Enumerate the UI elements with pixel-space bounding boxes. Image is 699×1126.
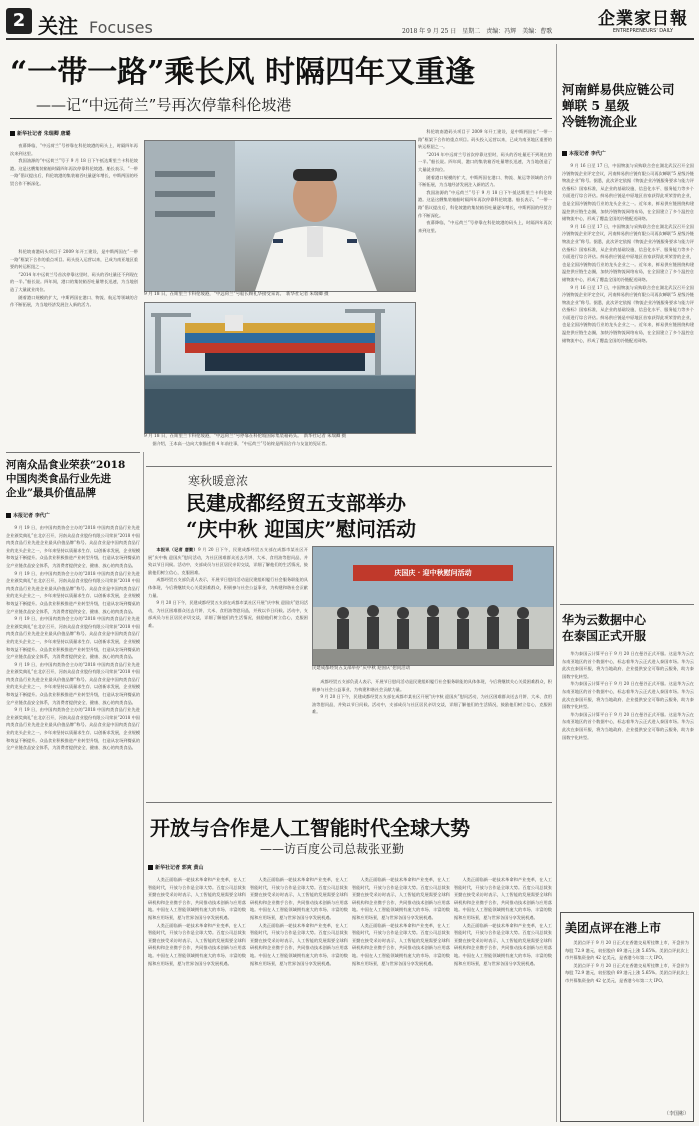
left-column-divider (143, 452, 144, 1122)
bottom-col-4: 人类正面临新一轮技术革命和产业变革，在人工智能时代，开放与合作是全球大势。百度公司总裁张亚勤在接受采访时表示，人工智能的发展需要全球科研机构和企业携手合作，共同推动技术创新与应用落地。中国在人工智能领域拥有庞大的市场、丰富的数据和应用场景，愿与世界各国分享发展机遇。 人类正面临新一轮技术革命和产业变革，在人工智能时代，开放与合作是全球大势。百度公司总裁张亚勤在接受采访时表示，人工智能的发展需要全球科研机构和企业携手合作，共同推动技术创新与应用落地。中国在人工智能领域拥有庞大的市场、丰富的数据和应用场景，愿与世界各国分享发展机遇。 (454, 877, 552, 966)
middle-kicker: 寒秋暖意浓 (188, 474, 249, 488)
middle-title: 民建成都经贸五支部举办 “庆中秋 迎国庆”慰问活动 (186, 491, 416, 541)
paper-logo (590, 4, 696, 34)
left-mid-title: 河南众品食业荣获“2018 中国肉类食品行业先进 企业”最具价值品牌 (6, 459, 126, 499)
bottom-top-rule (146, 802, 552, 803)
right-mid-title: 华为云数据中心 在泰国正式开服 (562, 613, 647, 643)
event-illustration (313, 547, 553, 665)
right-bottom-box (560, 912, 694, 1122)
right-top-title: 河南鲜易供应链公司 蝉联 5 星级 冷链物流企业 (562, 82, 675, 129)
masthead (0, 0, 699, 40)
lead-byline: 新华社记者 朱瑞卿 唐璐 (10, 130, 70, 137)
captain-photo (144, 140, 416, 292)
ship-photo (144, 302, 416, 434)
right-mid-rule (560, 604, 694, 605)
bottom-subtitle: ——访百度公司总裁张亚勤 (260, 842, 405, 856)
section-name: 关注 Focuses (38, 14, 153, 38)
photo2-caption: 9 月 18 日，在斯里兰卡科伦坡港，“中远荷兰”号停靠在科伦坡国际集装箱码头。 新华社记者 朱瑞卿 摄 (144, 434, 347, 439)
lead-rule (10, 118, 552, 119)
masthead-rule (6, 38, 694, 40)
right-mid-body: 华为泰国云计算平台于 9 月 20 日在曼谷正式开服。这是华为云在东南亚地区的首个数据中心，标志着华为云正式进入泰国市场。华为云此次在泰国开服，将为当地政府、企业提供安全可靠的云服务，助力泰国数字化转型。 华为泰国云计算平台于 9 月 20 日在曼谷正式开服。这是华为云在东南亚地区的首个数据中心，标志着华为云正式进入泰国市场。华为云此次在泰国开服，将为当地政府、企业提供安全可靠的云服务，助力泰国数字化转型。 华为泰国云计算平台于 9 月 20 日在曼谷正式开服。这是华为云在东南亚地区的首个数据中心，标志着华为云正式进入泰国市场。华为云此次在泰国开服，将为当地政府、企业提供安全可靠的云服务，助力泰国数字化转型。 (562, 651, 694, 740)
right-bottom-body: 美团点评于 9 月 20 日正式在香港交易所挂牌上市，开盘价为每股 72.9 港元，较招股价 69 港元上涨 5.65%。美团点评此次上市共募集资金约 42 亿美元，是香港今年第二大 IPO。 美团点评于 9 月 20 日正式在香港交易所挂牌上市，开盘价为每股 72.9 港元，较招股价 69 港元上涨 5.65%。美团点评此次上市共募集资金约 42 亿美元，是香港今年第二大 IPO。 (565, 940, 689, 983)
lead-col-1b: 科伦坡南港码头项目于 2009 年开工建设，是中斯两国在“一带一路”框架下合作的重点项目。码头投入运营以来，已成为南亚地区重要的转运枢纽之一。 “2014 年中远荷兰号首次停靠这里时，码头的吞吐量还不到现在的一半。”船长说。四年间，港口的集装箱吞吐量增长迅速，为当地创造了大量就业岗位。 随着港口规模的扩大，中斯两国在港口、物流、航运等领域的合作不断拓展，为当地经济发展注入新的活力。 (10, 249, 138, 308)
photo1-caption: 9 月 18 日，在斯里兰卡科伦坡港，“中远荷兰”号船长顾礼华接受采访。 新华社记者 朱瑞卿 摄 (144, 292, 329, 297)
captain-illustration (145, 141, 415, 291)
paper-name: 企業家日報 (598, 9, 688, 29)
left-mid-byline: 本报记者 李代广 (6, 512, 50, 519)
bottom-byline: 新华社记者 郭爽 黄山 (148, 864, 203, 871)
bottom-col-2: 人类正面临新一轮技术革命和产业变革，在人工智能时代，开放与合作是全球大势。百度公司总裁张亚勤在接受采访时表示，人工智能的发展需要全球科研机构和企业携手合作，共同推动技术创新与应用落地。中国在人工智能领域拥有庞大的市场、丰富的数据和应用场景，愿与世界各国分享发展机遇。 人类正面临新一轮技术革命和产业变革，在人工智能时代，开放与合作是全球大势。百度公司总裁张亚勤在接受采访时表示，人工智能的发展需要全球科研机构和企业携手合作，共同推动技术创新与应用落地。中国在人工智能领域拥有庞大的市场、丰富的数据和应用场景，愿与世界各国分享发展机遇。 (250, 877, 348, 966)
right-top-byline: 本报记者 李代广 (562, 150, 606, 157)
bottom-col-1: 人类正面临新一轮技术革命和产业变革，在人工智能时代，开放与合作是全球大势。百度公司总裁张亚勤在接受采访时表示，人工智能的发展需要全球科研机构和企业携手合作，共同推动技术创新与应用落地。中国在人工智能领域拥有庞大的市场、丰富的数据和应用场景，愿与世界各国分享发展机遇。 人类正面临新一轮技术革命和产业变革，在人工智能时代，开放与合作是全球大势。百度公司总裁张亚勤在接受采访时表示，人工智能的发展需要全球科研机构和企业携手合作，共同推动技术创新与应用落地。中国在人工智能领域拥有庞大的市场、丰富的数据和应用场景，愿与世界各国分享发展机遇。 (148, 877, 246, 966)
page-number: 2 (12, 10, 26, 31)
lead-bottom-text: 据介绍，王本高一边向大家描述着 4 年前往事，“中远荷兰”号始终是两国合作与友谊的见证者。 (152, 441, 330, 446)
right-top-body: 9 月 16 日至 17 日，中国物流与采购联合会在湖北武汉召开全国冷链物流企业评定会议，河南鲜易供应链有限公司再次蝉联“5 星级冷链物流企业”称号。据悉，此次评定依据《物流企业冷链服务要求与能力评估指标》国家标准，从企业的基础设施、信息化水平、服务能力等多个方面进行综合评估。鲜易供应链是中原地区首家获得此项荣誉的企业，也是全国冷链物流行业的龙头企业之一。近年来，鲜易供应链围绕构建温控供应链生态圈，加快冷链物流网络布局，在全国建立了多个温控仓储物流中心，形成了覆盖全国的冷链配送网络。 9 月 16 日至 17 日，中国物流与采购联合会在湖北武汉召开全国冷链物流企业评定会议，河南鲜易供应链有限公司再次蝉联“5 星级冷链物流企业”称号。据悉，此次评定依据《物流企业冷链服务要求与能力评估指标》国家标准，从企业的基础设施、信息化水平、服务能力等多个方面进行综合评估。鲜易供应链是中原地区首家获得此项荣誉的企业，也是全国冷链物流行业的龙头企业之一。近年来，鲜易供应链围绕构建温控供应链生态圈，加快冷链物流网络布局，在全国建立了多个温控仓储物流中心，形成了覆盖全国的冷链配送网络。 9 月 16 日至 17 日，中国物流与采购联合会在湖北武汉召开全国冷链物流企业评定会议，河南鲜易供应链有限公司再次蝉联“5 星级冷链物流企业”称号。据悉，此次评定依据《物流企业冷链服务要求与能力评估指标》国家标准，从企业的基础设施、信息化水平、服务能力等多个方面进行综合评估。鲜易供应链是中原地区首家获得此项荣誉的企业，也是全国冷链物流行业的龙头企业之一。近年来，鲜易供应链围绕构建温控供应链生态圈，加快冷链物流网络布局，在全国建立了多个温控仓储物流中心，形成了覆盖全国的冷链配送网络。 (562, 163, 694, 343)
left-mid-rule (6, 452, 140, 453)
paper-en: ENTREPRENEURS' DAILY (612, 28, 674, 34)
event-photo-caption: 民建成都经贸五支部举办“庆中秋 迎国庆”慰问活动 (312, 666, 411, 671)
lead-subtitle: ——记“中远荷兰”号再次停靠科伦坡港 (36, 96, 292, 114)
middle-body-left: 本报讯（记者 唐勤）9 月 20 日下午，民建成都经贸五支部在成都市某社区开展“庆中秋 迎国庆”慰问活动，为社区困难群众送去月饼、大米、食用油等慰问品，并致以节日问候。活动中，支部成员与社区居民亲切交谈，详细了解他们的生活情况，鼓励他们树立信心，克服困难。 成都经贸五支部负责人表示，开展节日慰问活动是民建组织履行社会服务职能的具体体现，今后将继续关心关爱困难群众，积极参与社会公益事业，为构建和谐社会贡献力量。 9 月 20 日下午，民建成都经贸五支部在成都市某社区开展“庆中秋 迎国庆”慰问活动，为社区困难群众送去月饼、大米、食用油等慰问品，并致以节日问候。活动中，支部成员与社区居民亲切交谈，详细了解他们的生活情况，鼓励他们树立信心，克服困难。 (148, 547, 308, 628)
lead-col-3: 科伦坡南港码头项目于 2009 年开工建设，是中斯两国在“一带一路”框架下合作的重点项目。码头投入运营以来，已成为南亚地区重要的转运枢纽之一。 “2014 年中远荷兰号首次停靠这里时，码头的吞吐量还不到现在的一半。”船长说。四年间，港口的集装箱吞吐量增长迅速，为当地创造了大量就业岗位。 随着港口规模的扩大，中斯两国在港口、物流、航运等领域的合作不断拓展，为当地经济发展注入新的活力。 我国油源的“中远荷兰”号于 9 月 18 日下午抵达斯里兰卡科伦坡港。这是这艘集装箱船时隔四年再次停靠科伦坡港。船长表示，“一带一路”倡议提出后，科伦坡港的集装箱吞吐量逐年增长，中斯两国的经贸合作不断深化。 夜幕降临，“中远荷兰”号停靠在科伦坡港的码头上，时隔四年再次来到这里。 (418, 129, 552, 233)
event-banner-text: 庆国庆 · 迎中秋慰问活动 (394, 568, 472, 577)
right-bottom-title: 美团点评在港上市 (565, 921, 662, 935)
right-bottom-byline: （李国彬） (663, 1111, 689, 1117)
left-mid-body: 9 月 19 日，由中国肉类协会主办的“2018 中国肉类食品行业先进企业颁奖典礼”在北京召开，河南众品食业股份有限公司荣获“2018 中国肉类食品行业先进企业最具价值品牌”称号。众品食业是中国肉类食品行业的龙头企业之一，多年来坚持以质量求生存、以创新求发展，企业规模和效益不断提升。众品食业积极推进产业转型升级，打造从农场到餐桌的全产业链食品安全体系，为消费者提供安全、健康、放心的肉类食品。 9 月 19 日，由中国肉类协会主办的“2018 中国肉类食品行业先进企业颁奖典礼”在北京召开，河南众品食业股份有限公司荣获“2018 中国肉类食品行业先进企业最具价值品牌”称号。众品食业是中国肉类食品行业的龙头企业之一，多年来坚持以质量求生存、以创新求发展，企业规模和效益不断提升。众品食业积极推进产业转型升级，打造从农场到餐桌的全产业链食品安全体系，为消费者提供安全、健康、放心的肉类食品。 9 月 19 日，由中国肉类协会主办的“2018 中国肉类食品行业先进企业颁奖典礼”在北京召开，河南众品食业股份有限公司荣获“2018 中国肉类食品行业先进企业最具价值品牌”称号。众品食业是中国肉类食品行业的龙头企业之一，多年来坚持以质量求生存、以创新求发展，企业规模和效益不断提升。众品食业积极推进产业转型升级，打造从农场到餐桌的全产业链食品安全体系，为消费者提供安全、健康、放心的肉类食品。 9 月 19 日，由中国肉类协会主办的“2018 中国肉类食品行业先进企业颁奖典礼”在北京召开，河南众品食业股份有限公司荣获“2018 中国肉类食品行业先进企业最具价值品牌”称号。众品食业是中国肉类食品行业的龙头企业之一，多年来坚持以质量求生存、以创新求发展，企业规模和效益不断提升。众品食业积极推进产业转型升级，打造从农场到餐桌的全产业链食品安全体系，为消费者提供安全、健康、放心的肉类食品。 9 月 19 日，由中国肉类协会主办的“2018 中国肉类食品行业先进企业颁奖典礼”在北京召开，河南众品食业股份有限公司荣获“2018 中国肉类食品行业先进企业最具价值品牌”称号。众品食业是中国肉类食品行业的龙头企业之一，多年来坚持以质量求生存、以创新求发展，企业规模和效益不断提升。众品食业积极推进产业转型升级，打造从农场到餐桌的全产业链食品安全体系，为消费者提供安全、健康、放心的肉类食品。 (6, 525, 140, 751)
issue-meta: 2018 年 9 月 25 日 星期二 责编：冯辉 美编：曹歌 (402, 28, 553, 35)
page-number-badge (6, 8, 32, 34)
lead-col-1: 夜幕降临，“中远荷兰”号停靠在科伦坡港的码头上，时隔四年再次来到这里。 我国油源的“中远荷兰”号于 9 月 18 日下午抵达斯里兰卡科伦坡港。这是这艘集装箱船时隔四年再次停靠科伦坡港。船长表示，“一带一路”倡议提出后，科伦坡港的集装箱吞吐量逐年增长，中斯两国的经贸合作不断深化。 (10, 143, 138, 186)
middle-top-rule (146, 466, 552, 467)
right-column-divider (556, 44, 557, 1122)
lead-title: “一带一路”乘长风 时隔四年又重逢 (10, 55, 475, 90)
middle-body-right: 成都经贸五支部负责人表示，开展节日慰问活动是民建组织履行社会服务职能的具体体现，今后将继续关心关爱困难群众，积极参与社会公益事业，为构建和谐社会贡献力量。 9 月 20 日下午，民建成都经贸五支部在成都市某社区开展“庆中秋 迎国庆”慰问活动，为社区困难群众送去月饼、大米、食用油等慰问品，并致以节日问候。活动中，支部成员与社区居民亲切交谈，详细了解他们的生活情况，鼓励他们树立信心，克服困难。 (312, 679, 552, 715)
bottom-title: 开放与合作是人工智能时代全球大势 (150, 816, 470, 840)
bottom-col-3: 人类正面临新一轮技术革命和产业变革，在人工智能时代，开放与合作是全球大势。百度公司总裁张亚勤在接受采访时表示，人工智能的发展需要全球科研机构和企业携手合作，共同推动技术创新与应用落地。中国在人工智能领域拥有庞大的市场、丰富的数据和应用场景，愿与世界各国分享发展机遇。 人类正面临新一轮技术革命和产业变革，在人工智能时代，开放与合作是全球大势。百度公司总裁张亚勤在接受采访时表示，人工智能的发展需要全球科研机构和企业携手合作，共同推动技术创新与应用落地。中国在人工智能领域拥有庞大的市场、丰富的数据和应用场景，愿与世界各国分享发展机遇。 (352, 877, 450, 966)
event-photo (312, 546, 554, 666)
byline-marker (10, 131, 15, 136)
ship-illustration (145, 303, 415, 433)
